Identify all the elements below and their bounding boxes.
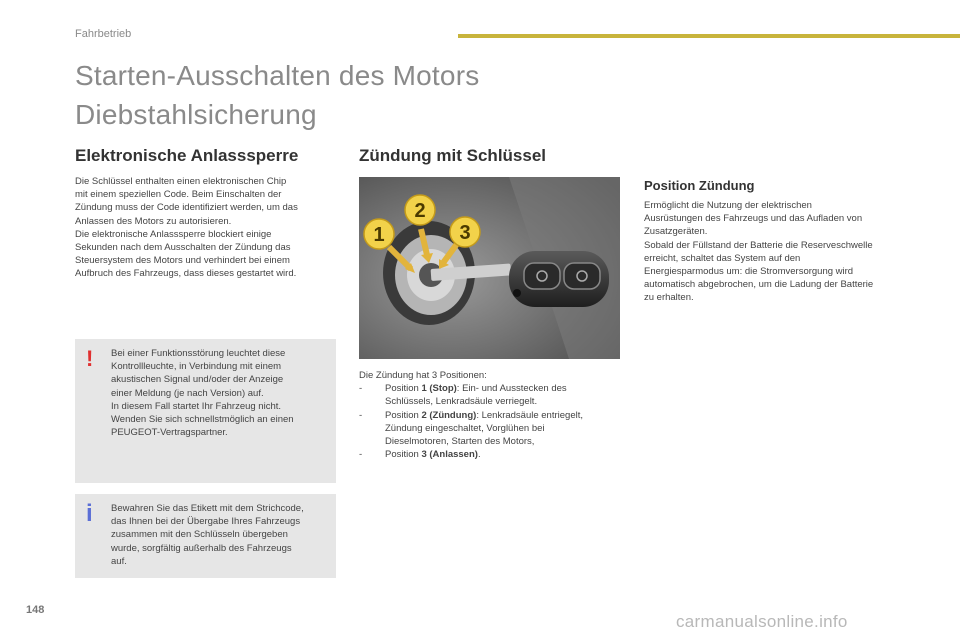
text-line: akustischen Signal und/oder der Anzeige (111, 374, 284, 386)
list-item (359, 382, 624, 395)
text-line: Anlassen des Motors zu autorisieren. (75, 215, 232, 227)
text-line: Kontrollleuchte, in Verbindung mit einem (111, 361, 282, 373)
text-line: Bewahren Sie das Etikett mit dem Strichcode, (111, 503, 304, 514)
text-line: In diesem Fall startet Ihr Fahrzeug nicht. (111, 400, 282, 412)
text-line: einer Meldung (je nach Version) auf. (111, 387, 264, 399)
pos-cont: Schlüssels, Lenkradsäule verriegelt. (385, 396, 538, 408)
list-item-cont (359, 395, 624, 408)
pos-post: : Lenkradsäule entriegelt, (476, 409, 583, 421)
text-line: Zusatzgeräten. (644, 226, 708, 238)
text-line: Steuersystem des Motors und verhindert bei einem (75, 255, 290, 267)
pos-zuendung: 2 (Zündung) (421, 409, 477, 421)
text-line: Aufbruch des Fahrzeugs, dass dieses gestartet wird. (75, 268, 297, 280)
list-item-cont (359, 435, 624, 448)
list-dash: - (359, 449, 363, 461)
marker-3: 3 (459, 222, 471, 244)
text-line: Ausrüstungen des Fahrzeugs und das Aufladen von (644, 213, 863, 225)
pos-cont: Dieselmotoren, Starten des Motors, (385, 436, 535, 448)
list-item-text (385, 448, 481, 461)
exclamation-icon: ! (86, 346, 94, 371)
list-item-text (385, 382, 567, 395)
list-item (359, 409, 624, 422)
text-line: Sobald der Füllstand der Batterie die Reserveschwelle (644, 239, 873, 251)
text-line: zu erhalten. (644, 292, 694, 304)
list-item (359, 448, 624, 461)
warning-box (75, 339, 336, 483)
text-line: automatisch abgebrochen, um die Ladung der Batterie (644, 279, 874, 291)
positions-list (359, 369, 624, 461)
text-line: Ermöglicht die Nutzung der elektrischen (644, 200, 812, 211)
text-line: auf. (111, 555, 127, 567)
text-line: Energiesparmodus um: die Stromversorgung wird (644, 266, 854, 278)
text-line: Wenden Sie sich schnellstmöglich an einen (111, 414, 294, 426)
list-dash: - (359, 383, 363, 395)
info-icon: i (86, 500, 93, 527)
info-text (111, 502, 333, 568)
text-line: erreicht, schaltet das System auf den (644, 252, 801, 264)
ignition-key-photo (359, 177, 620, 359)
anlasssperre-text (75, 175, 345, 281)
marker-1: 1 (373, 224, 385, 246)
marker-2: 2 (414, 200, 426, 222)
list-item-cont (359, 422, 624, 435)
pos-anlassen: 3 (Anlassen) (421, 449, 478, 461)
page-title: Starten-Ausschalten des Motors (75, 60, 480, 91)
page-number: 148 (26, 604, 45, 616)
text-line: Die elektronische Anlasssperre blockiert einige (75, 228, 272, 240)
heading-position-zuendung: Position Zündung (644, 178, 755, 193)
position-zuendung-text (644, 199, 914, 305)
text-line: Bei einer Funktionsstörung leuchtet diese (111, 348, 286, 359)
pos-post: . (477, 449, 481, 461)
pos-post: : Ein- und Ausstecken des (456, 383, 567, 395)
watermark: carmanualsonline.info (676, 612, 848, 631)
positions-intro: Die Zündung hat 3 Positionen: (359, 370, 487, 381)
text-line: zusammen mit den Schlüsseln übergeben (111, 529, 288, 541)
text-line: Die Schlüssel enthalten einen elektronischen Chip (75, 176, 287, 187)
warning-text (111, 347, 333, 439)
text-line: wurde, sorgfältig außerhalb des Fahrzeugs (111, 542, 292, 554)
pos-cont: Zündung eingeschaltet, Vorglühen bei (385, 422, 545, 434)
heading-anlasssperre: Elektronische Anlasssperre (75, 146, 299, 165)
page-subtitle: Diebstahlsicherung (75, 99, 317, 130)
pos-pre: Position (385, 409, 422, 421)
text-line: das Ihnen bei der Übergabe Ihres Fahrzeugs (111, 516, 301, 528)
text-line: PEUGEOT-Vertragspartner. (111, 427, 228, 439)
list-dash: - (359, 409, 363, 421)
text-line: mit einem speziellen Code. Beim Einschalten der (75, 189, 282, 201)
heading-zuendung: Zündung mit Schlüssel (359, 146, 547, 165)
section-label: Fahrbetrieb (75, 28, 132, 40)
pos-stop: 1 (Stop) (421, 383, 457, 395)
pos-pre: Position (385, 383, 422, 395)
text-line: Zündung muss der Code identifiziert werden, um das (75, 202, 298, 214)
info-box (75, 494, 336, 578)
list-item-text (385, 409, 583, 422)
header-accent-bar (458, 34, 960, 38)
text-line: Sekunden nach dem Ausschalten der Zündung das (75, 242, 291, 254)
ignition-illustration (359, 177, 620, 359)
pos-pre: Position (385, 449, 422, 461)
